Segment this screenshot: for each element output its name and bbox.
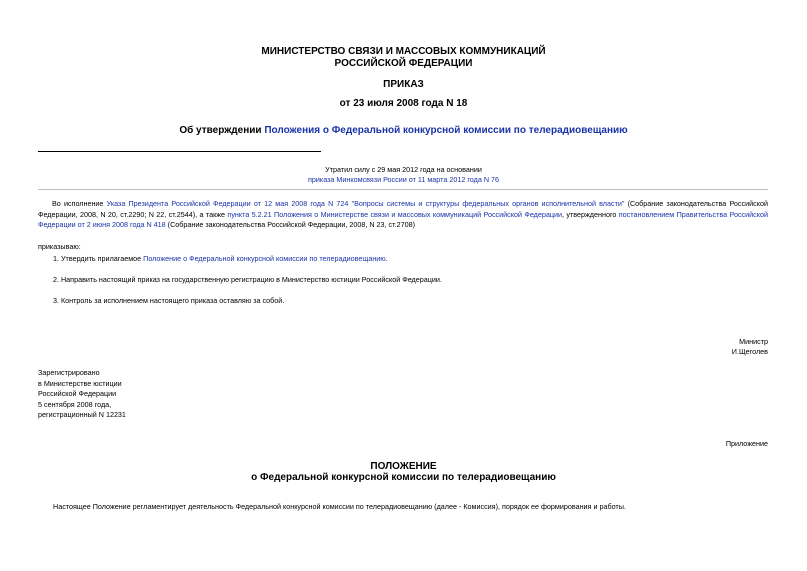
registration-line-1: Зарегистрировано bbox=[38, 368, 100, 377]
order-item-1 bbox=[53, 254, 768, 265]
document-date-number: от 23 июля 2008 года N 18 bbox=[339, 98, 468, 109]
document-title-link[interactable]: Положения о Федеральной конкурсной комиссии по телерадиовещанию bbox=[264, 125, 628, 136]
document-type: ПРИКАЗ bbox=[383, 79, 424, 90]
order-item-3: 3. Контроль за исполнением настоящего приказа оставляю за собой. bbox=[53, 296, 285, 305]
preamble-paragraph bbox=[38, 199, 768, 231]
appendix-body: Настоящее Положение регламентирует деятельность Федеральной конкурсной комиссии по телерадиовещанию (далее - Комиссия), порядок ее формирования и работы. bbox=[53, 502, 626, 511]
annulled-note: Утратил силу с 29 мая 2012 года на основании bbox=[325, 165, 482, 174]
registration-line-5: регистрационный N 12231 bbox=[38, 410, 126, 419]
document-title bbox=[0, 125, 807, 137]
regulation-point-link[interactable]: пункта 5.2.21 Положения о Министерстве связи и массовых коммуникаций Российской Федерации bbox=[227, 209, 563, 219]
preamble-text-2: (Собрание законодательства Российской Федерации, 2008, N 20, ст.2290; N 22, ст.2544), а также bbox=[38, 199, 768, 219]
decree-724-link[interactable]: Указа Президента Российской Федерации от 12 мая 2008 года N 724 "Вопросы системы и структуры федеральных органов исполнительной власти" bbox=[106, 199, 625, 208]
document-title-prefix: Об утверждении bbox=[179, 125, 265, 136]
ministry-name-line2: РОССИЙСКОЙ ФЕДЕРАЦИИ bbox=[334, 58, 473, 69]
preamble-text-3: , утвержденного bbox=[562, 209, 619, 219]
ministry-name-line1: МИНИСТЕРСТВО СВЯЗИ И МАССОВЫХ КОММУНИКАЦИЙ bbox=[261, 46, 546, 57]
order-item-1-text: 1. Утвердить прилагаемое bbox=[53, 254, 144, 263]
order-item-2: 2. Направить настоящий приказ на государственную регистрацию в Министерство юстиции Российской Федерации. bbox=[53, 275, 442, 284]
order-word: приказываю: bbox=[38, 242, 81, 251]
regulation-link[interactable]: Положение о Федеральной конкурсной комиссии по телерадиовещанию bbox=[143, 254, 386, 263]
separator-rule-top bbox=[38, 151, 321, 152]
registration-line-3: Российской Федерации bbox=[38, 389, 117, 398]
government-resolution-418-link[interactable]: постановлением Правительства Российской Федерации от 2 июня 2008 года N 418 bbox=[38, 209, 768, 229]
annulled-note-link-line bbox=[0, 175, 807, 186]
signature-position: Министр bbox=[739, 337, 768, 346]
preamble-text-4: (Собрание законодательства Российской Федерации, 2008, N 23, ст.2708) bbox=[165, 220, 416, 229]
appendix-label: Приложение bbox=[725, 439, 768, 448]
separator-rule-gray bbox=[38, 189, 768, 190]
preamble-text-1: Во исполнение bbox=[52, 199, 107, 208]
registration-block bbox=[38, 368, 126, 421]
order-item-1-end: . bbox=[385, 254, 388, 263]
registration-line-2: в Министерстве юстиции bbox=[38, 378, 122, 388]
annulled-order-link[interactable]: приказа Минкомсвязи России от 11 марта 2012 года N 76 bbox=[308, 175, 499, 184]
appendix-subtitle: о Федеральной конкурсной комиссии по телерадиовещанию bbox=[251, 472, 556, 483]
appendix-title: ПОЛОЖЕНИЕ bbox=[370, 461, 437, 472]
signature-name: И.Щеголев bbox=[731, 347, 768, 356]
registration-line-4: 5 сентября 2008 года, bbox=[38, 399, 112, 409]
